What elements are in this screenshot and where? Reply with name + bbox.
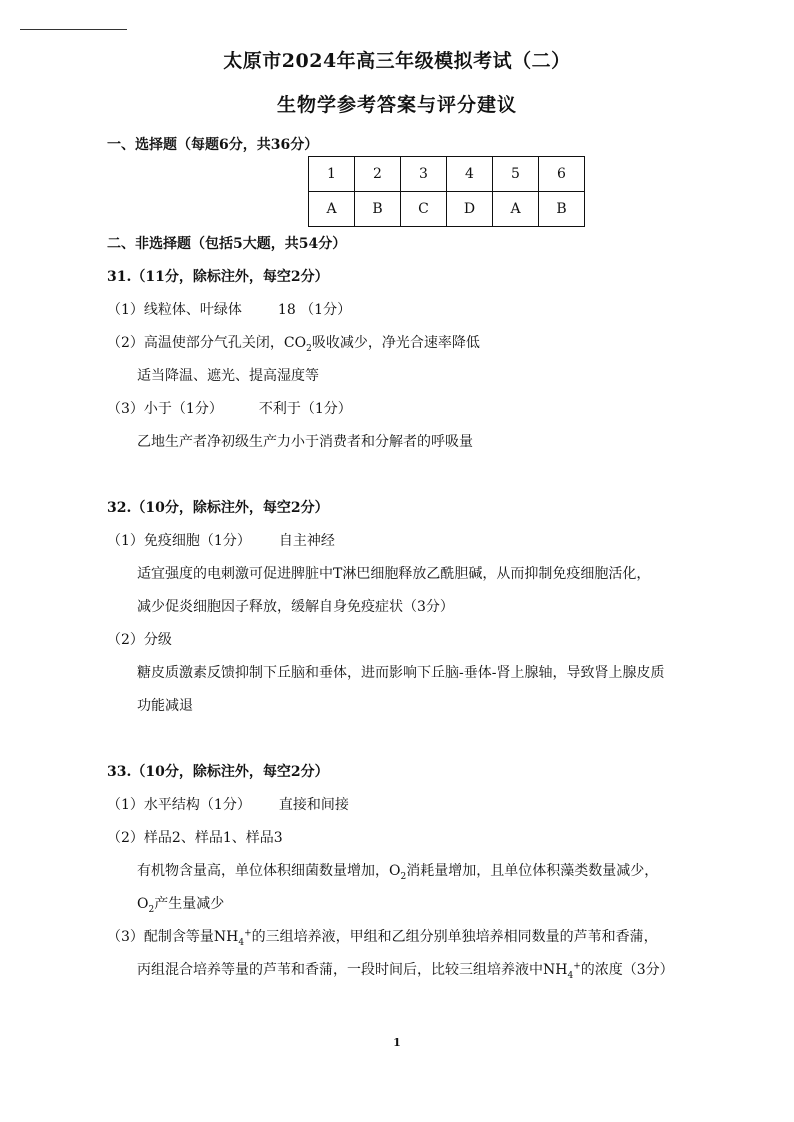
- answer-table-answers-row: [309, 192, 585, 227]
- q33-heading: 33.（10分，除标注外，每空2分）: [107, 764, 329, 780]
- answer-cell: C: [401, 192, 447, 227]
- q32-answer-1: [107, 530, 335, 550]
- question-number-cell: 2: [355, 157, 401, 192]
- q31-answer-2b: 适当降温、遮光、提高湿度等: [137, 368, 319, 384]
- q31-heading: 31.（11分，除标注外，每空2分）: [107, 269, 329, 285]
- subscript: 2: [400, 871, 407, 882]
- answer-cell: A: [309, 192, 355, 227]
- superscript: +: [244, 928, 252, 939]
- answer-cell: A: [493, 192, 539, 227]
- q31-answer-3: [107, 398, 352, 418]
- q32-answer-2b: 糖皮质激素反馈抑制下丘脑和垂体，进而影响下丘脑-垂体-肾上腺轴，导致肾上腺皮质: [137, 665, 665, 681]
- q33-answer-2c-text-end: 产生量减少: [154, 896, 225, 912]
- q31-answer-2: [107, 332, 480, 354]
- q33-answer-2b-text: 有机物含量高，单位体积细菌数量增加，O: [137, 863, 401, 879]
- q33-answer-1: [107, 794, 349, 814]
- q32-answer-1c: 适宜强度的电刺激可促进脾脏中T淋巴细胞释放乙酰胆碱，从而抑制免疫细胞活化，: [137, 566, 651, 582]
- answer-cell: D: [447, 192, 493, 227]
- q31-answer-3c: 乙地生产者净初级生产力小于消费者和分解者的呼吸量: [137, 434, 473, 450]
- q33-answer-3-text-end: 的三组培养液，甲组和乙组分别单独培养相同数量的芦苇和香蒲，: [251, 929, 658, 945]
- part1-heading: 一、选择题（每题6分，共36分）: [107, 137, 319, 153]
- q33-answer-2c-text: O: [137, 896, 149, 912]
- q33-answer-2: （2）样品2、样品1、样品3: [107, 830, 283, 846]
- q31-answer-3b: 不利于（1分）: [258, 401, 352, 417]
- question-number-cell: 3: [401, 157, 447, 192]
- q32-answer-1d: 减少促炎细胞因子释放，缓解自身免疫症状（3分）: [137, 599, 454, 615]
- part2-heading: 二、非选择题（包括5大题，共54分）: [107, 236, 347, 252]
- subscript: 2: [148, 904, 155, 915]
- q32-answer-2: （2）分级: [107, 632, 172, 648]
- q33-answer-3b-text-end: 的浓度（3分）: [580, 962, 674, 978]
- question-number-cell: 1: [309, 157, 355, 192]
- q31-answer-3a: （3）小于（1分）: [107, 401, 223, 417]
- subscript: 4: [567, 970, 574, 981]
- q31-answer-1b: 18 （1分）: [277, 302, 352, 318]
- q33-answer-2c: [137, 893, 224, 915]
- q33-answer-3-text: （3）配制含等量NH: [107, 929, 239, 945]
- q32-heading: 32.（10分，除标注外，每空2分）: [107, 500, 329, 516]
- q33-answer-3b: [137, 959, 674, 981]
- question-number-cell: 6: [539, 157, 585, 192]
- q31-answer-2-text: （2）高温使部分气孔关闭，CO: [107, 335, 307, 351]
- answer-cell: B: [539, 192, 585, 227]
- q31-answer-2-text-end: 吸收减少，净光合速率降低: [311, 335, 480, 351]
- header-rule: [20, 29, 127, 30]
- q31-answer-1: [107, 299, 351, 319]
- question-number-cell: 5: [493, 157, 539, 192]
- question-number-cell: 4: [447, 157, 493, 192]
- q31-answer-1a: （1）线粒体、叶绿体: [107, 302, 242, 318]
- subscript: 2: [306, 343, 312, 354]
- page-subtitle: 生物学参考答案与评分建议: [276, 94, 517, 116]
- q32-answer-2c: 功能减退: [137, 698, 193, 714]
- subscript: 4: [238, 937, 245, 948]
- q33-answer-3b-text: 丙组混合培养等量的芦苇和香蒲，一段时间后，比较三组培养液中NH: [137, 962, 568, 978]
- q32-answer-1b: 自主神经: [278, 533, 335, 549]
- answer-table: [308, 156, 585, 227]
- q33-answer-1a: （1）水平结构（1分）: [107, 797, 251, 813]
- q32-answer-1a: （1）免疫细胞（1分）: [107, 533, 251, 549]
- answer-cell: B: [355, 192, 401, 227]
- answer-table-numbers-row: [309, 157, 585, 192]
- superscript: +: [573, 961, 581, 972]
- q33-answer-2b: [137, 860, 658, 882]
- q33-answer-3: [107, 926, 658, 948]
- q33-answer-2b-text-end: 消耗量增加，且单位体积藻类数量减少，: [406, 863, 659, 879]
- q33-answer-1b: 直接和间接: [278, 797, 349, 813]
- page-number: 1: [393, 1036, 401, 1049]
- page-title: 太原市2024年高三年级模拟考试（二）: [223, 50, 571, 72]
